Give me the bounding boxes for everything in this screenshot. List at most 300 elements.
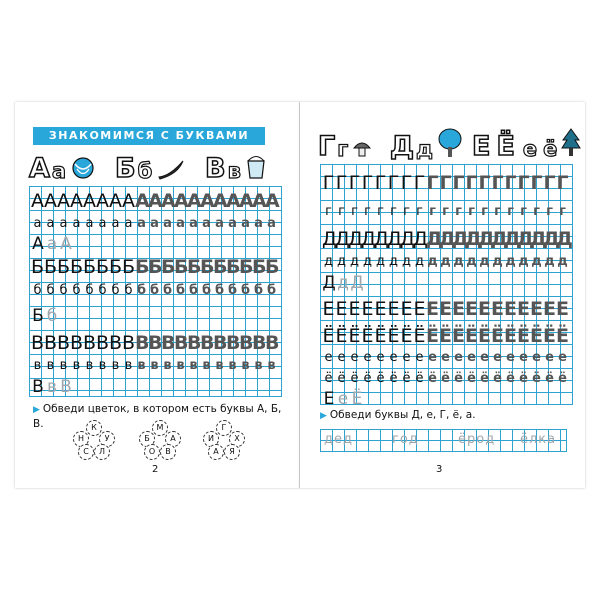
trace-letter[interactable]: В bbox=[32, 377, 44, 397]
trace-letter[interactable]: а bbox=[215, 216, 224, 231]
trace-letter[interactable]: д bbox=[415, 254, 424, 269]
trace-letter[interactable]: е bbox=[415, 350, 424, 365]
tracing-row bbox=[322, 226, 573, 252]
trace-letter[interactable]: д bbox=[389, 254, 398, 269]
trace-letter[interactable]: В bbox=[148, 332, 163, 354]
trace-letter[interactable]: а bbox=[137, 216, 146, 231]
trace-letter[interactable]: в bbox=[150, 358, 159, 373]
trace-letter[interactable]: А bbox=[32, 234, 44, 254]
letter-lower: ё bbox=[543, 137, 558, 161]
trace-letter[interactable]: г bbox=[533, 204, 540, 219]
trace-letter[interactable]: а bbox=[46, 216, 55, 231]
trace-letter[interactable]: Г bbox=[517, 172, 530, 194]
trace-letter[interactable]: Д bbox=[322, 273, 336, 293]
trace-letter[interactable]: Ё bbox=[517, 325, 530, 347]
trace-letter[interactable]: г bbox=[559, 204, 566, 219]
trace-letter[interactable]: б bbox=[227, 283, 238, 298]
trace-letter[interactable]: д bbox=[492, 254, 503, 269]
trace-letter[interactable]: в bbox=[124, 358, 133, 373]
trace-letter[interactable]: Д bbox=[387, 228, 402, 250]
trace-letter[interactable]: ё bbox=[324, 371, 333, 386]
trace-letter[interactable]: е bbox=[428, 350, 437, 365]
trace-letter[interactable]: е bbox=[480, 350, 489, 365]
trace-letter[interactable]: А bbox=[239, 190, 254, 212]
trace-letter[interactable]: е bbox=[532, 350, 541, 365]
trace-letter[interactable]: Ё bbox=[452, 325, 465, 347]
trace-letter[interactable]: Ё bbox=[504, 325, 517, 347]
trace-letter[interactable]: Б bbox=[148, 256, 163, 278]
trace-letter[interactable]: г bbox=[325, 204, 332, 219]
trace-letter[interactable]: Б bbox=[44, 256, 58, 278]
trace-letter[interactable]: д bbox=[505, 254, 516, 269]
trace-letter[interactable]: Е bbox=[374, 298, 387, 320]
trace-letter[interactable]: ё bbox=[376, 371, 385, 386]
trace-letter[interactable]: А bbox=[96, 190, 109, 212]
trace-letter[interactable]: Г bbox=[504, 172, 517, 194]
trace-letter[interactable]: В bbox=[122, 332, 136, 354]
trace-letter[interactable]: г bbox=[520, 204, 527, 219]
trace-letter[interactable]: а bbox=[124, 216, 133, 231]
trace-letter[interactable]: Ё bbox=[465, 325, 478, 347]
tracing-row bbox=[322, 294, 569, 324]
trace-letter[interactable]: А bbox=[200, 190, 215, 212]
trace-letter[interactable]: Г bbox=[491, 172, 504, 194]
trace-letter[interactable]: Г bbox=[465, 172, 478, 194]
trace-letter[interactable]: б bbox=[149, 283, 160, 298]
trace-letter[interactable]: в bbox=[189, 358, 198, 373]
trace-letter[interactable]: А bbox=[213, 190, 228, 212]
trace-letter[interactable]: б bbox=[111, 283, 120, 298]
trace-letter[interactable]: Ё bbox=[543, 325, 556, 347]
trace-letter[interactable]: а bbox=[111, 216, 120, 231]
trace-letter[interactable]: Ё bbox=[351, 389, 363, 409]
trace-letter[interactable]: ё bbox=[506, 371, 515, 386]
trace-letter[interactable]: в bbox=[228, 358, 237, 373]
trace-letter[interactable]: В bbox=[57, 332, 71, 354]
trace-letter[interactable]: в bbox=[163, 358, 172, 373]
trace-letter[interactable]: Д bbox=[439, 228, 456, 250]
trace-letter[interactable]: ё bbox=[532, 371, 541, 386]
trace-letter[interactable]: Г bbox=[322, 172, 335, 194]
trace-letter[interactable]: Б bbox=[57, 256, 71, 278]
trace-letter[interactable]: г bbox=[481, 204, 488, 219]
trace-letter[interactable]: е bbox=[337, 350, 346, 365]
trace-letter[interactable]: В bbox=[96, 332, 110, 354]
trace-letter[interactable]: Е bbox=[426, 298, 439, 320]
trace-letter[interactable]: а bbox=[72, 216, 81, 231]
trace-letter[interactable]: б bbox=[46, 306, 58, 326]
trace-letter[interactable]: Д bbox=[504, 228, 521, 250]
trace-letter[interactable]: д bbox=[479, 254, 490, 269]
trace-letter[interactable]: г bbox=[546, 204, 553, 219]
trace-letter[interactable]: д bbox=[531, 254, 542, 269]
trace-letter[interactable]: Ё bbox=[426, 325, 439, 347]
trace-letter[interactable]: а bbox=[59, 216, 68, 231]
trace-letter[interactable]: Г bbox=[426, 172, 439, 194]
trace-letter[interactable]: ё bbox=[337, 371, 346, 386]
trace-letter[interactable]: Г bbox=[439, 172, 452, 194]
trace-letter[interactable]: а bbox=[85, 216, 94, 231]
trace-letter[interactable]: е bbox=[506, 350, 515, 365]
trace-letter[interactable]: е bbox=[519, 350, 528, 365]
tracing-row bbox=[322, 390, 364, 408]
tracing-row bbox=[31, 302, 59, 330]
trace-letter[interactable]: ё bbox=[402, 371, 411, 386]
trace-letter[interactable]: в bbox=[215, 358, 224, 373]
trace-letter[interactable]: А bbox=[174, 190, 189, 212]
trace-letter[interactable]: Ё bbox=[322, 325, 335, 347]
trace-letter[interactable]: д bbox=[350, 254, 359, 269]
trace-letter[interactable]: Ё bbox=[530, 325, 543, 347]
trace-letter[interactable]: Д bbox=[426, 228, 443, 250]
trace-letter[interactable]: а bbox=[98, 216, 107, 231]
trace-letter[interactable]: б bbox=[124, 283, 133, 298]
trace-letter[interactable]: Г bbox=[335, 172, 348, 194]
trace-letter[interactable]: А bbox=[44, 190, 57, 212]
trace-letter[interactable]: Е bbox=[491, 298, 504, 320]
trace-letter[interactable]: г bbox=[403, 204, 410, 219]
trace-letter[interactable]: Е bbox=[413, 298, 426, 320]
trace-letter[interactable]: е bbox=[324, 350, 333, 365]
letter-a-heading bbox=[29, 148, 104, 184]
trace-letter[interactable]: В bbox=[239, 332, 254, 354]
trace-letter[interactable]: е bbox=[389, 350, 398, 365]
trace-letter[interactable]: ё bbox=[493, 371, 502, 386]
trace-letter[interactable]: а bbox=[202, 216, 211, 231]
trace-letter[interactable]: е bbox=[493, 350, 502, 365]
trace-word[interactable]: год bbox=[392, 432, 419, 447]
trace-letter[interactable]: г bbox=[416, 204, 423, 219]
trace-letter[interactable]: г bbox=[377, 204, 384, 219]
trace-letter[interactable]: Ё bbox=[387, 325, 400, 347]
trace-letter[interactable]: ё bbox=[480, 371, 489, 386]
trace-letter[interactable]: б bbox=[136, 283, 147, 298]
letter-lower: в bbox=[227, 159, 241, 183]
trace-letter[interactable]: г bbox=[507, 204, 514, 219]
trace-letter[interactable]: А bbox=[265, 190, 280, 212]
trace-letter[interactable]: Б bbox=[122, 256, 136, 278]
trace-letter[interactable]: Б bbox=[31, 256, 45, 278]
letter-lower: а bbox=[51, 159, 67, 183]
trace-letter[interactable]: ё bbox=[558, 371, 567, 386]
trace-letter[interactable]: е bbox=[441, 350, 450, 365]
trace-letter[interactable]: Г bbox=[348, 172, 361, 194]
trace-letter[interactable]: д bbox=[427, 254, 438, 269]
trace-letter[interactable]: в bbox=[111, 358, 120, 373]
trace-letter[interactable]: Е bbox=[348, 298, 361, 320]
trace-letter[interactable]: Б bbox=[83, 256, 97, 278]
trace-letter[interactable]: А bbox=[226, 190, 241, 212]
trace-letter[interactable]: Ё bbox=[478, 325, 491, 347]
trace-letter[interactable]: д bbox=[337, 273, 349, 293]
trace-letter[interactable]: Г bbox=[400, 172, 413, 194]
trace-letter[interactable]: Д bbox=[465, 228, 482, 250]
trace-letter[interactable]: В bbox=[187, 332, 202, 354]
trace-letter[interactable]: А bbox=[187, 190, 202, 212]
trace-letter[interactable]: Е bbox=[439, 298, 452, 320]
trace-letter[interactable]: В bbox=[31, 332, 45, 354]
trace-letter[interactable]: Б bbox=[200, 256, 215, 278]
trace-letter[interactable]: В bbox=[109, 332, 123, 354]
trace-letter[interactable]: ё bbox=[467, 371, 476, 386]
trace-letter[interactable]: в bbox=[59, 358, 68, 373]
trace-letter[interactable]: ё bbox=[350, 371, 359, 386]
trace-letter[interactable]: Д bbox=[530, 228, 547, 250]
trace-letter[interactable]: Г bbox=[478, 172, 491, 194]
trace-letter[interactable]: В bbox=[226, 332, 241, 354]
trace-letter[interactable]: б bbox=[162, 283, 173, 298]
trace-letter[interactable]: А bbox=[148, 190, 163, 212]
trace-letter[interactable]: Б bbox=[96, 256, 110, 278]
trace-letter[interactable]: б bbox=[98, 283, 107, 298]
trace-letter[interactable]: Ё bbox=[335, 325, 348, 347]
trace-letter[interactable]: В bbox=[60, 377, 72, 397]
trace-letter[interactable]: Ё bbox=[400, 325, 413, 347]
trace-letter[interactable]: Д bbox=[478, 228, 495, 250]
flower-1[interactable] bbox=[73, 420, 113, 460]
trace-letter[interactable]: ё bbox=[454, 371, 463, 386]
trace-letter[interactable]: Е bbox=[478, 298, 491, 320]
trace-letter[interactable]: г bbox=[364, 204, 371, 219]
trace-letter[interactable]: ё bbox=[545, 371, 554, 386]
trace-letter[interactable]: б bbox=[33, 283, 42, 298]
trace-letter[interactable]: Г bbox=[556, 172, 569, 194]
trace-letter[interactable]: Б bbox=[187, 256, 202, 278]
trace-letter[interactable]: д bbox=[440, 254, 451, 269]
trace-letter[interactable]: Б bbox=[226, 256, 241, 278]
trace-letter[interactable]: Д bbox=[452, 228, 469, 250]
trace-letter[interactable]: В bbox=[135, 332, 150, 354]
trace-letter[interactable]: Д bbox=[348, 228, 363, 250]
trace-letter[interactable]: е bbox=[467, 350, 476, 365]
trace-letter[interactable]: в bbox=[176, 358, 185, 373]
trace-letter[interactable]: Д bbox=[543, 228, 560, 250]
trace-letter[interactable]: ё bbox=[415, 371, 424, 386]
trace-letter[interactable]: в bbox=[72, 358, 81, 373]
trace-letter[interactable]: В bbox=[265, 332, 280, 354]
trace-letter[interactable]: в bbox=[85, 358, 94, 373]
trace-letter[interactable]: а bbox=[189, 216, 198, 231]
trace-letter[interactable]: А bbox=[31, 190, 44, 212]
trace-letter[interactable]: е bbox=[402, 350, 411, 365]
trace-letter[interactable]: ё bbox=[441, 371, 450, 386]
flower-3[interactable] bbox=[203, 420, 243, 460]
trace-letter[interactable]: в bbox=[267, 358, 276, 373]
trace-letter[interactable]: а bbox=[163, 216, 172, 231]
trace-letter[interactable]: д bbox=[402, 254, 411, 269]
trace-letter[interactable]: а bbox=[150, 216, 159, 231]
trace-letter[interactable]: а bbox=[33, 216, 42, 231]
trace-letter[interactable]: е bbox=[350, 350, 359, 365]
trace-letter[interactable]: г bbox=[468, 204, 475, 219]
trace-letter[interactable]: Д bbox=[322, 228, 337, 250]
trace-letter[interactable]: Е bbox=[556, 298, 569, 320]
trace-letter[interactable]: Г bbox=[543, 172, 556, 194]
trace-letter[interactable]: Д bbox=[350, 273, 364, 293]
trace-letter[interactable]: г bbox=[351, 204, 358, 219]
trace-letter[interactable]: б bbox=[72, 283, 81, 298]
trace-letter[interactable]: д bbox=[363, 254, 372, 269]
trace-letter[interactable]: е bbox=[545, 350, 554, 365]
trace-letter[interactable]: Е bbox=[323, 389, 335, 409]
trace-letter[interactable]: а bbox=[241, 216, 250, 231]
trace-letter[interactable]: г bbox=[442, 204, 449, 219]
trace-letter[interactable]: Б bbox=[213, 256, 228, 278]
trace-letter[interactable]: б bbox=[201, 283, 212, 298]
trace-letter[interactable]: г bbox=[494, 204, 501, 219]
trace-letter[interactable]: Ё bbox=[413, 325, 426, 347]
trace-letter[interactable]: Г bbox=[361, 172, 374, 194]
trace-letter[interactable]: Е bbox=[452, 298, 465, 320]
trace-letter[interactable]: а bbox=[254, 216, 263, 231]
trace-letter[interactable]: В bbox=[200, 332, 215, 354]
trace-letter[interactable]: В bbox=[83, 332, 97, 354]
trace-letter[interactable]: б bbox=[266, 283, 277, 298]
trace-letter[interactable]: ё bbox=[389, 371, 398, 386]
trace-letter[interactable]: в bbox=[254, 358, 263, 373]
trace-letter[interactable]: Б bbox=[70, 256, 84, 278]
trace-letter[interactable]: А bbox=[57, 190, 70, 212]
trace-letter[interactable]: В bbox=[252, 332, 267, 354]
trace-letter[interactable]: ё bbox=[363, 371, 372, 386]
trace-letter[interactable]: е bbox=[558, 350, 567, 365]
trace-letter[interactable]: Д bbox=[400, 228, 415, 250]
trace-letter[interactable]: Д bbox=[335, 228, 350, 250]
trace-letter[interactable]: Е bbox=[504, 298, 517, 320]
trace-letter[interactable]: В bbox=[44, 332, 58, 354]
trace-letter[interactable]: Г bbox=[452, 172, 465, 194]
trace-letter[interactable]: А bbox=[135, 190, 150, 212]
trace-letter[interactable]: в bbox=[98, 358, 107, 373]
trace-letter[interactable]: д bbox=[544, 254, 555, 269]
trace-letter[interactable]: В bbox=[174, 332, 189, 354]
trace-letter[interactable]: Д bbox=[517, 228, 534, 250]
trace-letter[interactable]: в bbox=[46, 377, 58, 397]
trace-letter[interactable]: Е bbox=[517, 298, 530, 320]
trace-letter[interactable]: Е bbox=[322, 298, 335, 320]
trace-letter[interactable]: в bbox=[46, 358, 55, 373]
trace-word[interactable]: ёлка bbox=[520, 432, 557, 447]
trace-letter[interactable]: Е bbox=[465, 298, 478, 320]
trace-letter[interactable]: в bbox=[33, 358, 42, 373]
trace-letter[interactable]: в bbox=[137, 358, 146, 373]
trace-letter[interactable]: Б bbox=[252, 256, 267, 278]
trace-letter[interactable]: б bbox=[175, 283, 186, 298]
trace-letter[interactable]: А bbox=[161, 190, 176, 212]
trace-letter[interactable]: б bbox=[46, 283, 55, 298]
trace-letter[interactable]: б bbox=[214, 283, 225, 298]
trace-letter[interactable]: а bbox=[228, 216, 237, 231]
trace-letter[interactable]: Е bbox=[335, 298, 348, 320]
task-text: Обведи цветок, в котором есть буквы А, Б, В. bbox=[33, 403, 282, 430]
trace-letter[interactable]: ё bbox=[428, 371, 437, 386]
trace-letter[interactable]: в bbox=[241, 358, 250, 373]
trace-letter[interactable]: Б bbox=[135, 256, 150, 278]
trace-letter[interactable]: Б bbox=[109, 256, 123, 278]
trace-letter[interactable]: А bbox=[252, 190, 267, 212]
trace-letter[interactable]: Е bbox=[400, 298, 413, 320]
trace-letter[interactable]: д bbox=[518, 254, 529, 269]
trace-letter[interactable]: г bbox=[338, 204, 345, 219]
trace-letter[interactable]: д bbox=[557, 254, 568, 269]
trace-letter[interactable]: Г bbox=[387, 172, 400, 194]
trace-letter[interactable]: д bbox=[376, 254, 385, 269]
trace-letter[interactable]: б bbox=[253, 283, 264, 298]
trace-letter[interactable]: Д bbox=[491, 228, 508, 250]
trace-letter[interactable]: Д bbox=[413, 228, 428, 250]
trace-letter[interactable]: Б bbox=[32, 306, 44, 326]
trace-letter[interactable]: б bbox=[188, 283, 199, 298]
letters-task bbox=[320, 408, 476, 423]
trace-word[interactable]: дед bbox=[324, 432, 353, 447]
trace-letter[interactable]: д bbox=[466, 254, 477, 269]
trace-letter[interactable]: Ё bbox=[361, 325, 374, 347]
trace-letter[interactable]: а bbox=[267, 216, 276, 231]
trace-letter[interactable]: г bbox=[390, 204, 397, 219]
trace-letter[interactable]: д bbox=[324, 254, 333, 269]
trace-letter[interactable]: а bbox=[46, 234, 58, 254]
trace-letter[interactable]: г bbox=[455, 204, 462, 219]
tracing-row bbox=[31, 214, 278, 234]
trace-letter[interactable]: В bbox=[213, 332, 228, 354]
trace-letter[interactable]: Е bbox=[387, 298, 400, 320]
letter-b-heading bbox=[115, 148, 194, 184]
trace-letter[interactable]: Г bbox=[374, 172, 387, 194]
trace-letter[interactable]: Д bbox=[556, 228, 573, 250]
trace-letter[interactable]: В bbox=[70, 332, 84, 354]
trace-letter[interactable]: б bbox=[59, 283, 68, 298]
trace-letter[interactable]: А bbox=[109, 190, 122, 212]
trace-letter[interactable]: Г bbox=[530, 172, 543, 194]
trace-letter[interactable]: в bbox=[202, 358, 211, 373]
trace-letter[interactable]: д bbox=[337, 254, 346, 269]
trace-letter[interactable]: б bbox=[85, 283, 94, 298]
trace-letter[interactable]: В bbox=[161, 332, 176, 354]
trace-letter[interactable]: А bbox=[60, 234, 72, 254]
trace-letter[interactable]: Д bbox=[374, 228, 389, 250]
trace-letter[interactable]: Б bbox=[239, 256, 254, 278]
trace-letter[interactable]: е bbox=[363, 350, 372, 365]
trace-letter[interactable]: е bbox=[454, 350, 463, 365]
trace-letter[interactable]: А bbox=[122, 190, 135, 212]
flower-2[interactable] bbox=[139, 420, 179, 460]
trace-letter[interactable]: Б bbox=[174, 256, 189, 278]
trace-letter[interactable]: Ё bbox=[439, 325, 452, 347]
trace-letter[interactable]: Б bbox=[161, 256, 176, 278]
trace-letter[interactable]: е bbox=[376, 350, 385, 365]
trace-letter[interactable]: д bbox=[453, 254, 464, 269]
trace-letter[interactable]: Ё bbox=[556, 325, 569, 347]
banana-icon bbox=[156, 158, 186, 184]
trace-letter[interactable]: Г bbox=[413, 172, 426, 194]
trace-letter[interactable]: Б bbox=[265, 256, 280, 278]
trace-letter[interactable]: Е bbox=[361, 298, 374, 320]
trace-letter[interactable]: А bbox=[70, 190, 83, 212]
trace-letter[interactable]: Е bbox=[530, 298, 543, 320]
trace-letter[interactable]: е bbox=[337, 389, 349, 409]
trace-letter[interactable]: г bbox=[429, 204, 436, 219]
trace-letter[interactable]: А bbox=[83, 190, 96, 212]
trace-letter[interactable]: б bbox=[240, 283, 251, 298]
trace-letter[interactable]: Е bbox=[543, 298, 556, 320]
trace-letter[interactable]: Д bbox=[361, 228, 376, 250]
trace-letter[interactable]: Ё bbox=[348, 325, 361, 347]
trace-letter[interactable]: а bbox=[176, 216, 185, 231]
trace-word[interactable]: ёрод bbox=[458, 432, 496, 447]
trace-letter[interactable]: ё bbox=[519, 371, 528, 386]
trace-letter[interactable]: Ё bbox=[374, 325, 387, 347]
trace-letter[interactable]: Ё bbox=[491, 325, 504, 347]
